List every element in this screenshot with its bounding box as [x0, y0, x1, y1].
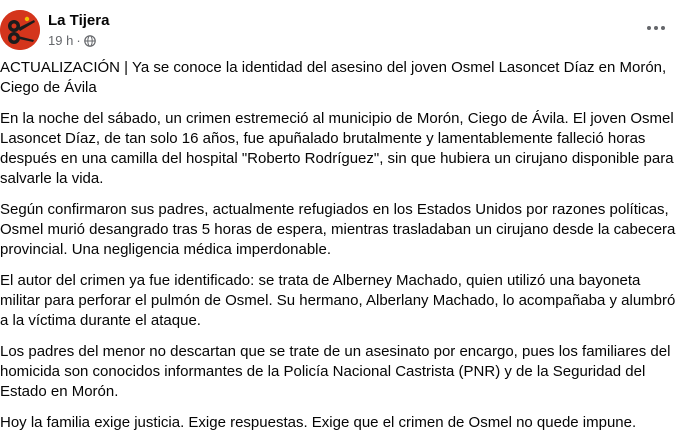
page-name[interactable]: La Tijera	[48, 12, 110, 29]
globe-icon[interactable]	[84, 35, 96, 47]
post-paragraph: Los padres del menor no descartan que se trate de un asesinato por encargo, pues los familiares del homicida son conocidos informantes de la Policía Nacional Castrista (PNR) y de la Seguridad del Estado en Morón.	[0, 343, 671, 400]
post-paragraph: En la noche del sábado, un crimen estremeció al municipio de Morón, Ciego de Ávila. El joven Osmel Lasoncet Díaz, de tan solo 16 años, fue apuñalado brutalmente y lamentablemente falleció horas después en una camilla del hospital "Roberto Rodríguez", sin que hubiera un cirujano disponible para salvarle la vida.	[0, 110, 674, 187]
page-avatar[interactable]	[0, 10, 40, 50]
post-timestamp[interactable]: 19 h	[48, 33, 74, 48]
post-headline: ACTUALIZACIÓN | Ya se conoce la identidad del asesino del joven Osmel Lasoncet Díaz en Morón, Ciego de Ávila	[0, 59, 667, 96]
post-paragraph: Hoy la familia exige justicia. Exige respuestas. Exige que el crimen de Osmel no quede impune.	[0, 414, 637, 431]
meta-separator: ·	[76, 33, 81, 48]
post-header	[0, 0, 680, 56]
scissors-logo-icon	[0, 10, 40, 50]
post-paragraph: El autor del crimen ya fue identificado: se trata de Alberney Machado, quien utilizó una bayoneta militar para perforar el pulmón de Osmel. Su hermano, Alberlany Machado, lo acompañaba y alumbró a la víctima durante el ataque.	[0, 272, 676, 329]
post-body	[0, 58, 676, 444]
post-meta	[48, 33, 96, 48]
more-options-icon[interactable]	[644, 16, 668, 40]
post-paragraph: Según confirmaron sus padres, actualmente refugiados en los Estados Unidos por razones políticas, Osmel murió desangrado tras 5 horas de espera, mientras trasladaban un cirujano desde la cabecera provincial. Una negligencia médica imperdonable.	[0, 201, 676, 258]
